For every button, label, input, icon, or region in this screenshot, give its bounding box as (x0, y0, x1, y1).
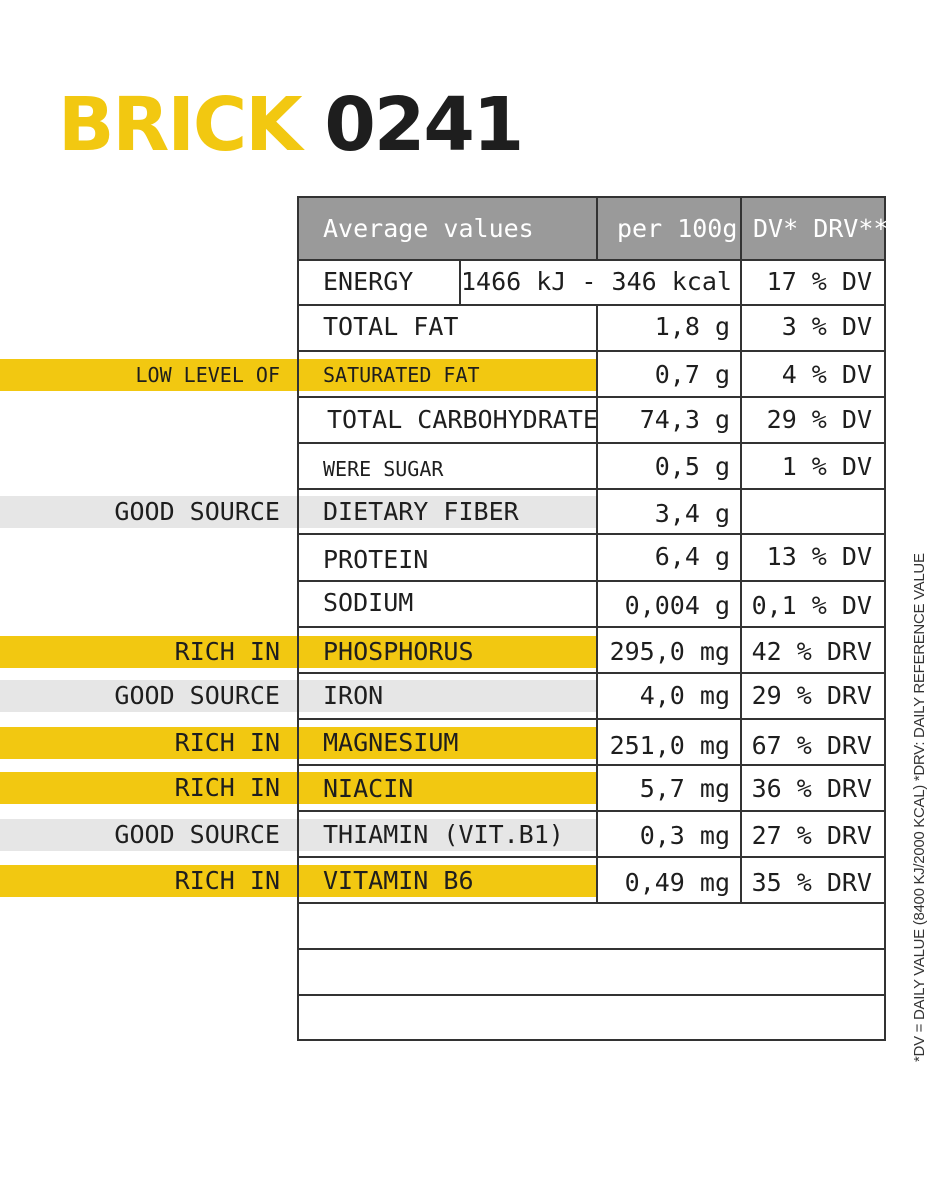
row-divider (299, 856, 884, 858)
nutrient-value: 0,5 g (654, 452, 730, 481)
nutrient-dv: 35 % DRV (751, 868, 872, 897)
row-divider (299, 533, 884, 535)
nutrient-dv: 17 % DV (766, 267, 872, 296)
row-divider (299, 764, 884, 766)
nutrient-name: PHOSPHORUS (323, 637, 474, 666)
nutrient-dv: 3 % DV (781, 312, 872, 341)
nutrient-name: MAGNESIUM (323, 728, 459, 757)
nutrient-dv: 1 % DV (781, 452, 872, 481)
nutrient-value: 4,0 mg (639, 681, 730, 710)
nutrient-name: DIETARY FIBER (323, 497, 519, 526)
nutrient-value: 0,004 g (624, 591, 730, 620)
nutrient-dv: 42 % DRV (751, 637, 872, 666)
nutrient-name: SATURATED FAT (323, 363, 480, 387)
nutrient-dv: 13 % DV (766, 542, 872, 571)
nutrient-value: 0,49 mg (624, 868, 730, 897)
header-dv-drv: DV* DRV** (753, 214, 889, 243)
claim-label: LOW LEVEL OF (135, 363, 280, 387)
nutrient-name: TOTAL FAT (323, 312, 459, 341)
nutrient-dv: 27 % DRV (751, 821, 872, 850)
row-divider (299, 718, 884, 720)
nutrient-value: 74,3 g (639, 405, 730, 434)
row-divider (299, 948, 884, 950)
nutrition-table (297, 196, 889, 1041)
row-divider (299, 580, 884, 582)
nutrient-name: THIAMIN (VIT.B1) (323, 820, 564, 849)
nutrient-name: WERE SUGAR (323, 457, 444, 481)
row-divider (299, 672, 884, 674)
row-divider (299, 396, 884, 398)
row-divider (299, 304, 884, 306)
nutrient-value: 1,8 g (654, 312, 730, 341)
nutrient-name: VITAMIN B6 (323, 866, 474, 895)
header-per-100g: per 100g (617, 214, 738, 243)
claim-label: GOOD SOURCE (114, 497, 280, 526)
product-brand: BRICK (58, 82, 301, 168)
product-title (58, 82, 523, 168)
claim-label: RICH IN (174, 728, 280, 757)
nutrient-name: SODIUM (323, 588, 414, 617)
nutrient-name: ENERGY (323, 267, 414, 296)
nutrient-name: IRON (323, 681, 384, 710)
nutrient-dv: 36 % DRV (751, 774, 872, 803)
nutrient-dv: 0,1 % DV (751, 591, 872, 620)
nutrient-name: TOTAL CARBOHYDRATE (327, 405, 598, 434)
row-divider (299, 626, 884, 628)
nutrient-name: PROTEIN (323, 545, 429, 574)
nutrient-value: 5,7 mg (639, 774, 730, 803)
claim-label: GOOD SOURCE (114, 681, 280, 710)
row-divider (299, 994, 884, 996)
nutrient-dv: 29 % DV (766, 405, 872, 434)
product-code: 0241 (324, 82, 523, 168)
nutrient-value: 6,4 g (654, 542, 730, 571)
nutrient-value: 0,7 g (654, 360, 730, 389)
nutrient-dv: 29 % DRV (751, 681, 872, 710)
claim-label: GOOD SOURCE (114, 820, 280, 849)
footnote-dv-drv: *DV = DAILY VALUE (8400 KJ/2000 KCAL) *DRV: DAILY REFERENCE VALUE (911, 553, 928, 1062)
claim-label: RICH IN (174, 866, 280, 895)
nutrient-dv: 67 % DRV (751, 731, 872, 760)
column-divider (596, 198, 598, 259)
header-average-values: Average values (323, 214, 534, 243)
nutrient-dv: 4 % DV (781, 360, 872, 389)
nutrient-value: 0,3 mg (639, 821, 730, 850)
row-divider (299, 902, 884, 904)
nutrient-name: NIACIN (323, 774, 414, 803)
claim-label: RICH IN (174, 773, 280, 802)
nutrient-value: 1466 kJ - 346 kcal (461, 267, 732, 296)
claim-label: RICH IN (174, 637, 280, 666)
nutrient-value: 295,0 mg (609, 637, 730, 666)
row-divider (299, 442, 884, 444)
row-divider (299, 488, 884, 490)
nutrient-value: 251,0 mg (609, 731, 730, 760)
nutrient-value: 3,4 g (654, 499, 730, 528)
row-divider (299, 259, 884, 261)
row-divider (299, 810, 884, 812)
row-divider (299, 350, 884, 352)
